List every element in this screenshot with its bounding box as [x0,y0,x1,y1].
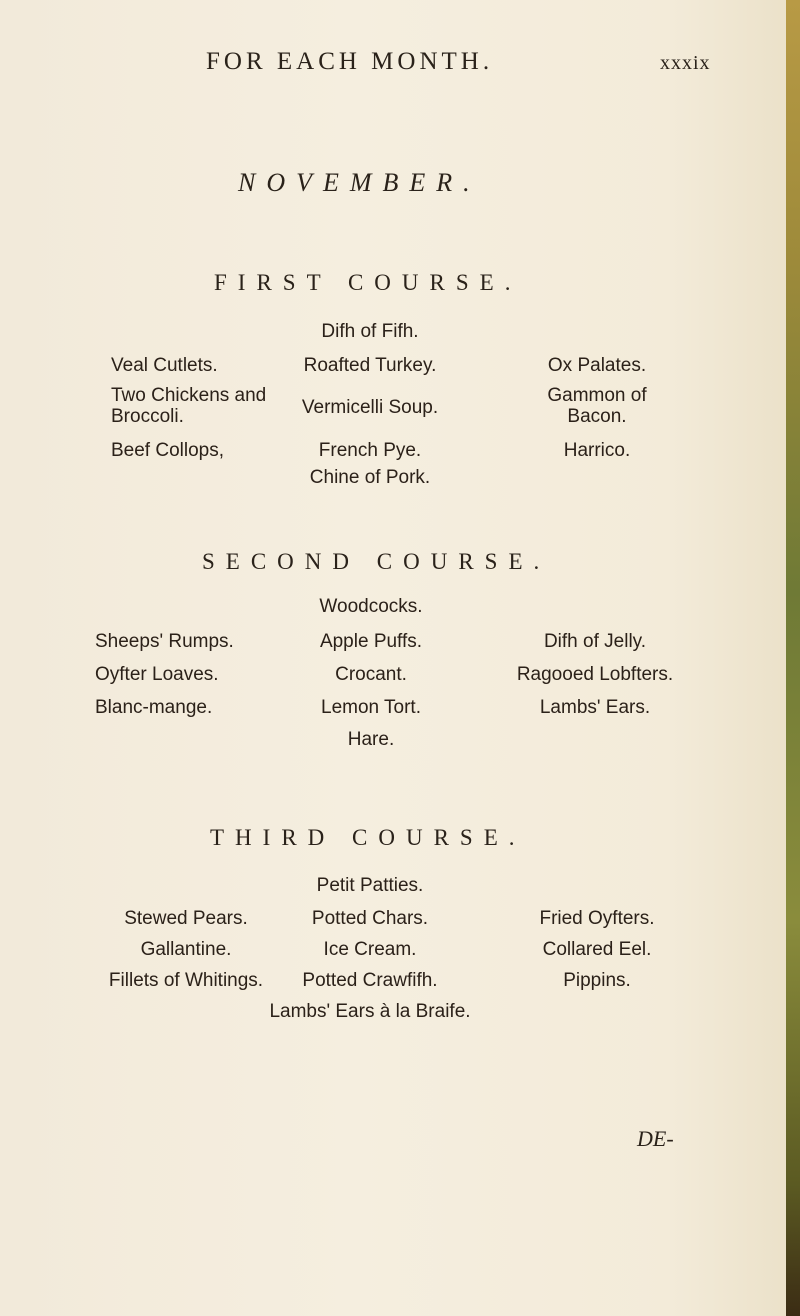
first-course-center-dish: Vermicelli Soup. [301,397,439,418]
first-course-center-dish: Chine of Pork. [309,467,431,488]
second-course-center-dish: Lemon Tort. [321,697,421,718]
second-course-right-dish: Difh of Jelly. [543,631,647,652]
third-course-right-dish: Pippins. [563,970,631,991]
running-head: FOR EACH MONTH. [206,48,494,75]
third-course-center-dish: Lambs' Ears à la Braife. [269,1001,471,1022]
first-course-center-dish: Roafted Turkey. [303,355,437,376]
second-course-heading: SECOND COURSE. [202,549,551,574]
first-course-right-dish: Ox Palates. [547,355,647,376]
first-course-center-dish: Difh of Fifh. [321,321,419,342]
second-course-right-dish: Ragooed Lobfters. [516,664,674,685]
page-number: xxxix [660,52,711,74]
third-course-center-dish: Petit Patties. [316,875,424,896]
first-course-right-dish: Harrico. [563,440,631,461]
third-course-left-dish: Fillets of Whitings. [108,970,264,991]
first-course-left-dish: Veal Cutlets. [111,355,218,376]
second-course-left-dish: Oyfter Loaves. [95,664,219,685]
first-course-center-dish: French Pye. [318,440,422,461]
month-title: NOVEMBER. [238,168,481,197]
first-course-left-dish: Two Chickens and Broccoli. [111,385,267,427]
second-course-center-dish: Woodcocks. [319,596,423,617]
catchword: DE- [637,1126,674,1151]
third-course-center-dish: Potted Chars. [311,908,429,929]
third-course-left-dish: Stewed Pears. [124,908,248,929]
second-course-center-dish: Crocant. [335,664,407,685]
second-course-center-dish: Hare. [347,729,395,750]
third-course-heading: THIRD COURSE. [210,825,526,850]
second-course-center-dish: Apple Puffs. [319,631,423,652]
third-course-right-dish: Collared Eel. [542,939,652,960]
page-edge-binding [786,0,800,1316]
third-course-center-dish: Ice Cream. [323,939,417,960]
second-course-right-dish: Lambs' Ears. [539,697,651,718]
second-course-left-dish: Sheeps' Rumps. [95,631,234,652]
first-course-left-dish: Beef Collops, [111,440,225,461]
first-course-heading: FIRST COURSE. [214,270,522,295]
second-course-left-dish: Blanc-mange. [95,697,213,718]
third-course-right-dish: Fried Oyfters. [539,908,655,929]
third-course-center-dish: Potted Crawfifh. [302,970,438,991]
third-course-left-dish: Gallantine. [140,939,232,960]
first-course-right-dish: Gammon of Bacon. [547,385,647,427]
